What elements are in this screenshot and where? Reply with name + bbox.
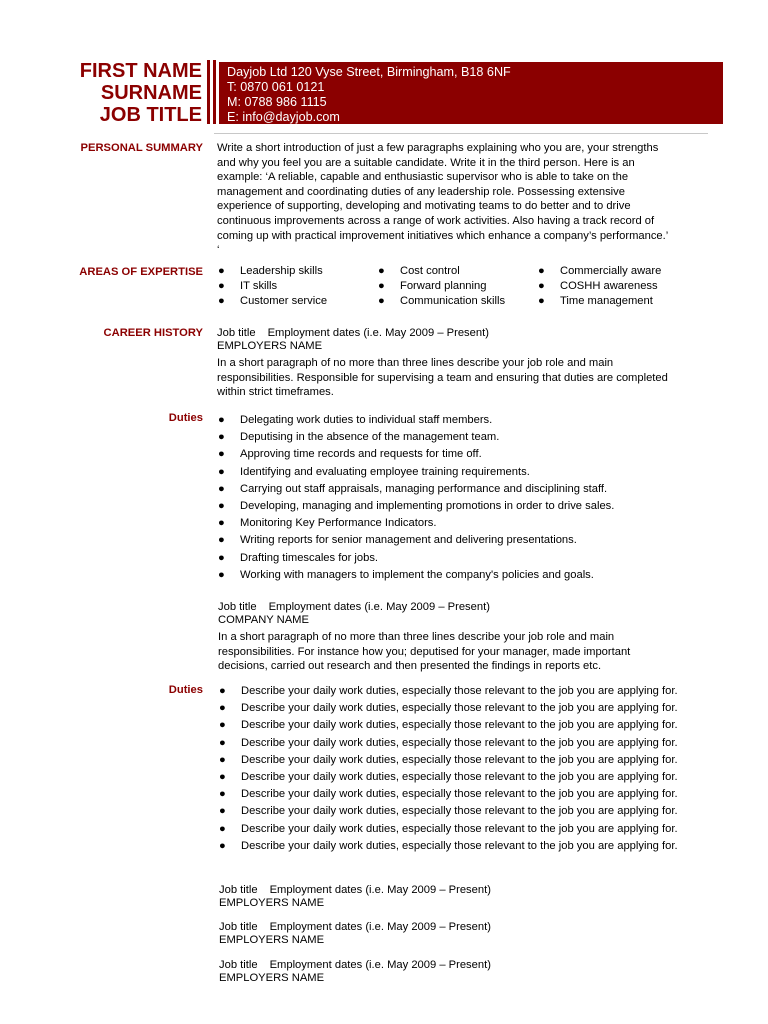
job-title-text: Job title [219,884,258,896]
job-heading [219,921,491,948]
summary-line: experience of supporting, developing and motivating teams to do better and to drive [217,200,631,213]
duty-item: ● Working with managers to implement the company's policies and goals. [218,567,614,584]
employment-dates: Employment dates (i.e. May 2009 – Present) [268,601,490,613]
duty-item: ● Describe your daily work duties, especially those relevant to the job you are applying for. [219,838,678,855]
employment-dates: Employment dates (i.e. May 2009 – Present) [269,959,491,971]
summary-line: management and coordinating duties of any leadership role. Possessing extensive [217,185,625,198]
bullet-icon: ● [218,279,225,292]
duty-item: ● Monitoring Key Performance Indicators. [218,515,614,532]
expertise-item: ● COSHH awareness [538,279,658,292]
bullet-icon: ● [219,685,226,697]
employment-dates: Employment dates (i.e. May 2009 – Present) [269,884,491,896]
bullet-icon: ● [218,465,225,478]
duty-item: ● Identifying and evaluating employee training requirements. [218,464,614,481]
bullet-icon: ● [218,568,225,581]
bullet-icon: ● [218,534,225,547]
summary-line: Write a short introduction of just a few paragraphs explaining who you are, your strengths [217,142,659,154]
personal-summary-text [217,141,712,258]
job-title: JOB TITLE [99,104,202,126]
duties-list [218,412,614,584]
bullet-icon: ● [219,822,226,835]
section-label-personal-summary: PERSONAL SUMMARY [80,142,203,154]
bullet-icon: ● [219,702,226,715]
header-divider-bar [213,60,216,124]
duty-item: ● Describe your daily work duties, especially those relevant to the job you are applying for. [219,803,678,820]
bullet-icon: ● [378,294,385,307]
expertise-item: ● Communication skills [378,294,506,307]
duty-item: ● Describe your daily work duties, especially those relevant to the job you are applying for. [219,769,678,786]
contact-email[interactable]: E: info@dayjob.com [227,110,340,124]
summary-line: and why you feel you are a suitable candidate. Write it in the third person. Here is an [217,156,635,169]
summary-line: example: ‘A reliable, capable and enthusiastic supervisor who is able to take on the [217,171,629,184]
duty-item: ● Describe your daily work duties, especially those relevant to the job you are applying for. [219,683,678,700]
section-label-career-history: CAREER HISTORY [103,327,203,339]
bullet-icon: ● [538,294,545,307]
employment-dates: Employment dates (i.e. May 2009 – Present) [269,921,491,933]
duty-item: ● Describe your daily work duties, especially those relevant to the job you are applying for. [219,752,678,769]
job-title-text: Job title [219,921,258,933]
job-title-text: Job title [219,959,258,971]
duty-item: ● Approving time records and requests for time off. [218,446,614,463]
duty-item: ● Writing reports for senior management and delivering presentations. [218,532,614,549]
job-heading [218,601,490,628]
duty-item: ● Describe your daily work duties, especially those relevant to the job you are applying for. [219,786,678,803]
summary-line: continuous improvements across a range of work activities. Also having a track record of [217,214,655,227]
bullet-icon: ● [219,805,226,818]
bullet-icon: ● [218,482,225,495]
bullet-icon: ● [219,839,226,852]
bullet-icon: ● [218,551,225,564]
expertise-item: ● Time management [538,294,653,307]
bullet-icon: ● [219,753,226,766]
name-block [40,60,202,126]
duty-item: ● Developing, managing and implementing promotions in order to drive sales. [218,498,614,515]
contact-mobile: M: 0788 986 1115 [227,95,327,109]
employer-name: EMPLOYERS NAME [217,340,323,353]
duties-list [219,683,678,855]
summary-line: coming up with practical improvement initiatives which enhance a company’s performance.’ [217,229,669,242]
bullet-icon: ● [218,499,225,512]
expertise-item: ● Commercially aware [538,265,662,277]
job-heading [219,959,491,986]
expertise-item: ● Cost control [378,265,460,277]
contact-telephone: T: 0870 061 0121 [227,80,325,94]
bullet-icon: ● [218,448,225,461]
expertise-column [378,264,505,308]
bullet-icon: ● [219,736,226,749]
duty-item: ● Deputising in the absence of the management team. [218,429,614,446]
contact-address: Dayjob Ltd 120 Vyse Street, Birmingham, B18 6NF [227,65,511,79]
job-heading [219,884,491,911]
header-rule [214,133,708,134]
expertise-item: ● Forward planning [378,279,487,292]
bullet-icon: ● [218,294,225,307]
job-title-text: Job title [218,601,257,613]
bullet-icon: ● [538,265,545,277]
duty-item: ● Describe your daily work duties, especially those relevant to the job you are applying for. [219,735,678,752]
job-heading [217,327,489,354]
employer-name: EMPLOYERS NAME [219,972,325,985]
bullet-icon: ● [219,719,226,732]
section-label-duties: Duties [168,412,203,424]
bullet-icon: ● [218,414,225,426]
duty-item: ● Delegating work duties to individual staff members. [218,412,614,429]
header-divider-bar [207,60,210,124]
employer-name: COMPANY NAME [218,614,309,627]
contact-box [219,62,723,124]
first-name: FIRST NAME [79,60,202,82]
duty-item: ● Describe your daily work duties, especially those relevant to the job you are applying for. [219,717,678,734]
bullet-icon: ● [378,279,385,292]
expertise-column [218,264,327,308]
surname: SURNAME [100,82,202,104]
job-description: In a short paragraph of no more than three lines describe your job role and main responsibilities. Responsible for supervising a team and ensuring that duties are completed within strict timeframes. [217,357,668,399]
job-description: In a short paragraph of no more than three lines describe your job role and main responsibilities. For instance how you; deputised for your manager, made important decisions, carried out research and then presented the findings in reports etc. [218,631,631,673]
section-label-duties: Duties [168,684,203,696]
duty-item: ● Describe your daily work duties, especially those relevant to the job you are applying for. [219,821,678,838]
duty-item: ● Carrying out staff appraisals, managing performance and disciplining staff. [218,481,614,498]
expertise-item: ● Leadership skills [218,265,323,277]
expertise-item: ● IT skills [218,279,278,292]
bullet-icon: ● [219,770,226,783]
expertise-item: ● Customer service [218,294,328,307]
bullet-icon: ● [378,265,385,277]
section-label-areas-of-expertise: AREAS OF EXPERTISE [79,266,203,278]
bullet-icon: ● [218,265,225,277]
summary-line: ‘ [217,244,220,257]
bullet-icon: ● [538,279,545,292]
job-title-text: Job title [217,327,256,339]
duty-item: ● Describe your daily work duties, especially those relevant to the job you are applying for. [219,700,678,717]
employment-dates: Employment dates (i.e. May 2009 – Present) [267,327,489,339]
expertise-column [538,264,661,308]
bullet-icon: ● [218,517,225,530]
employer-name: EMPLOYERS NAME [219,934,325,947]
employer-name: EMPLOYERS NAME [219,897,325,910]
duty-item: ● Drafting timescales for jobs. [218,550,614,567]
bullet-icon: ● [218,431,225,444]
bullet-icon: ● [219,788,226,801]
